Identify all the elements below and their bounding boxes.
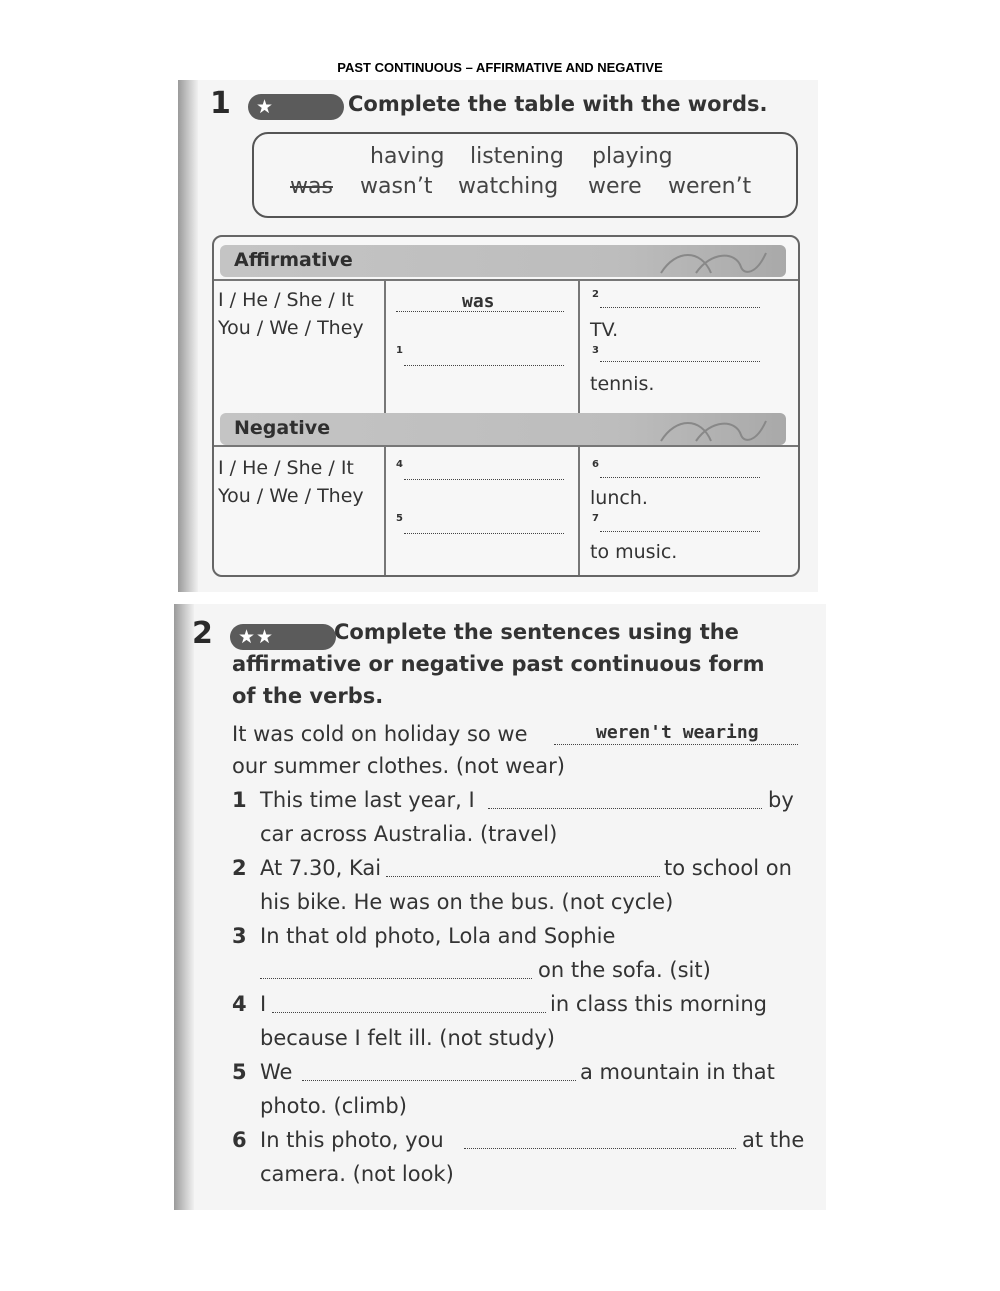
affirmative-header: Affirmative (234, 249, 353, 271)
gap-number-4: 4 (396, 459, 403, 470)
item-5-answer-line[interactable] (302, 1080, 576, 1081)
table-divider (578, 279, 580, 413)
negative-subjects-plural: You / We / They (218, 485, 364, 507)
word-playing: playing (592, 144, 673, 169)
word-were: were (588, 174, 642, 199)
gap-number-2: 2 (592, 289, 599, 300)
item-6-number: 6 (232, 1128, 247, 1152)
text-tennis: tennis. (590, 373, 655, 395)
answer-line-5[interactable] (404, 533, 564, 534)
item-4-text-start: I (260, 992, 267, 1016)
exercise-2-panel (174, 604, 826, 1210)
word-was-crossed: was (290, 174, 333, 199)
item-2-text-start: At 7.30, Kai (260, 856, 382, 880)
gap-number-5: 5 (396, 513, 403, 524)
table-divider (214, 279, 798, 281)
gap-number-1: 1 (396, 345, 403, 356)
verb-table (212, 235, 800, 577)
item-1-answer-line[interactable] (488, 808, 762, 809)
item-5-number: 5 (232, 1060, 247, 1084)
item-4-text-line2: because I felt ill. (not study) (260, 1026, 555, 1050)
exercise-2-number: 2 (192, 616, 213, 651)
item-3-text-start: In that old photo, Lola and Sophie (260, 924, 616, 948)
exercise-2-instruction-line3: of the verbs. (232, 684, 384, 708)
answer-line-1[interactable] (404, 365, 564, 366)
answer-line-2[interactable] (600, 307, 760, 308)
item-1-text-line2: car across Australia. (travel) (260, 822, 558, 846)
table-divider (384, 445, 386, 577)
item-3-number: 3 (232, 924, 247, 948)
gap-number-6: 6 (592, 459, 599, 470)
table-divider (578, 445, 580, 577)
item-2-text-line2: his bike. He was on the bus. (not cycle) (260, 890, 674, 914)
two-star-icon: ★★ (230, 624, 336, 650)
item-5-text-line2: photo. (climb) (260, 1094, 407, 1118)
answer-line-4[interactable] (404, 479, 564, 480)
word-wasnt: wasn’t (360, 174, 433, 199)
scan-edge-shadow (178, 80, 198, 592)
item-1-number: 1 (232, 788, 247, 812)
item-5-text-start: We (260, 1060, 293, 1084)
exercise-2-instruction-line2: affirmative or negative past continuous form (232, 652, 765, 676)
word-listening: listening (470, 144, 564, 169)
scan-edge-shadow (174, 604, 194, 1210)
item-6-text-start: In this photo, you (260, 1128, 444, 1152)
page-title: PAST CONTINUOUS – AFFIRMATIVE AND NEGATIVE (337, 60, 663, 75)
item-1-text-start: This time last year, I (260, 788, 475, 812)
item-6-answer-line[interactable] (464, 1148, 736, 1149)
gap-number-3: 3 (592, 345, 599, 356)
word-having: having (370, 144, 445, 169)
item-2-text-end: to school on (664, 856, 792, 880)
item-4-text-end: in class this morning (550, 992, 767, 1016)
word-box (252, 132, 798, 218)
item-2-number: 2 (232, 856, 247, 880)
word-watching: watching (458, 174, 559, 199)
answer-line-example (396, 311, 564, 312)
negative-subjects-singular: I / He / She / It (218, 457, 354, 479)
example-sentence-end: our summer clothes. (not wear) (232, 754, 565, 778)
affirmative-header-band (220, 245, 786, 277)
answer-line-6[interactable] (600, 477, 760, 478)
answer-line-3[interactable] (600, 361, 760, 362)
exercise-2-instruction-line1: Complete the sentences using the (334, 620, 739, 644)
decorative-swirl-icon (656, 247, 776, 275)
item-1-text-end: by (768, 788, 794, 812)
table-divider (384, 279, 386, 413)
item-4-answer-line[interactable] (272, 1012, 546, 1013)
item-2-answer-line[interactable] (386, 876, 660, 877)
item-3-text-end: on the sofa. (sit) (538, 958, 711, 982)
example-answer-line (554, 744, 798, 745)
example-sentence-start: It was cold on holiday so we (232, 722, 528, 746)
item-6-text-end: at the (742, 1128, 805, 1152)
answer-line-7[interactable] (600, 531, 760, 532)
exercise-1-instruction: Complete the table with the words. (348, 92, 768, 116)
example-answer: weren't wearing (596, 722, 759, 743)
text-tv: TV. (590, 319, 619, 341)
one-star-icon: ★ (248, 94, 344, 120)
text-lunch: lunch. (590, 487, 648, 509)
gap-number-7: 7 (592, 513, 599, 524)
exercise-1-number: 1 (210, 86, 231, 121)
item-3-answer-line[interactable] (260, 978, 532, 979)
word-werent: weren’t (668, 174, 752, 199)
item-6-text-line2: camera. (not look) (260, 1162, 454, 1186)
negative-header: Negative (234, 417, 331, 439)
exercise-1-panel (178, 80, 818, 592)
item-4-number: 4 (232, 992, 247, 1016)
item-5-text-end: a mountain in that (580, 1060, 775, 1084)
negative-header-band (220, 413, 786, 445)
example-answer-was: was (462, 291, 495, 312)
table-divider (214, 445, 798, 447)
affirmative-subjects-singular: I / He / She / It (218, 289, 354, 311)
text-to-music: to music. (590, 541, 678, 563)
affirmative-subjects-plural: You / We / They (218, 317, 364, 339)
decorative-swirl-icon (656, 415, 776, 443)
